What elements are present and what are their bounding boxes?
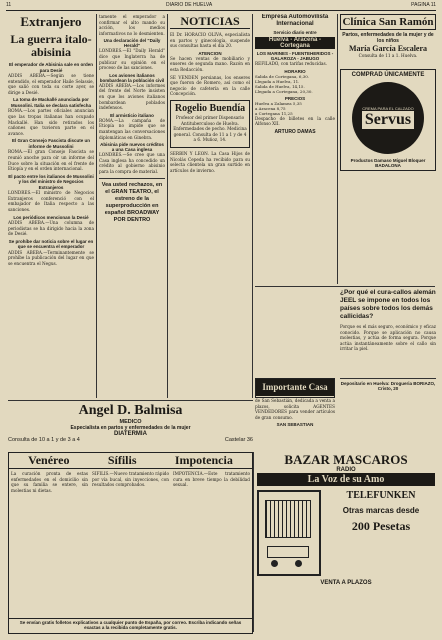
servus-maker: Productos Damaso Miguel Bloquer BADALONA: [350, 157, 426, 168]
jeel-footer-text: Depositario en Huelva: Drogueria BORIAZO, Cristo, 20: [340, 378, 436, 391]
servus-logo-icon: [352, 82, 424, 154]
venereo-h3: Impotencia: [174, 453, 233, 467]
price-line: Huelva a Zalamea 5,35: [255, 100, 302, 106]
servus-ad: [340, 69, 436, 171]
header-center: DIARIO DE HUELVA: [166, 2, 213, 8]
col-noticias: [170, 14, 250, 398]
bus-stops: LOS MARINES - FUENTEHERIDOS - GALAROZA - JABUGO: [256, 51, 334, 61]
price-line: a Aracena 8,75: [255, 105, 286, 111]
bus-schedule: [255, 74, 335, 94]
importante-title: Importante Casa: [256, 379, 334, 396]
col-continuation: [99, 14, 165, 398]
balmisa-spec: Especialista en partos y enfermedades de la mujer: [70, 425, 191, 431]
col-extranjero: [8, 14, 94, 398]
speaker-grille-icon: [265, 500, 311, 538]
balmisa-footer: [8, 437, 253, 443]
header-right: PAGINA 11: [411, 2, 436, 8]
article-text: ROMA.—Los partes oficiales anuncian que las tropas italianas han ocupado Mackallé. Han sido retirados los cañones que tuvieron parte en el avance.: [8, 108, 94, 136]
page-header: [6, 1, 436, 11]
sub-headline: Abisinia pide nuevos créditos a una Casa inglesa: [100, 142, 164, 153]
column-rule: [253, 452, 254, 632]
bus-company: Empresa Automovilista Internacional: [261, 14, 329, 27]
column-rule: [337, 14, 338, 284]
article-text: LONDRES.—El ministro de Negocios Extranjeros conferenció con el embajador de Italia respecto a las sanciones.: [8, 190, 94, 212]
jeel-footer-col: [340, 378, 436, 398]
importante-box: [255, 378, 335, 398]
schedule-line: Llegada a Huelva, 11.: [255, 78, 300, 84]
jeel-headline: ¿Por qué el cura-callos alemán JEEL se impone en todos los países sobre todos los demás callicidas?: [340, 289, 436, 320]
sub-headline: Los aviones italianos bombardean la población civil: [99, 72, 165, 83]
article-text: ROMA.—El gran Consejo Fascista se reunió anoche para oír un informe del Duce sobre la situación en el frente de Etiopía y en el orden internacional.: [8, 149, 94, 172]
bus-sub: Servicio diario entre: [273, 30, 317, 35]
sub-headline: El armisticio italiano: [110, 112, 154, 118]
jeel-block: [340, 289, 436, 375]
article-text: tamente el emperador a confirmar el alto mando su acción, los medios informativos no lo desmienten.: [99, 14, 165, 36]
noticias-title: NOTICIAS: [170, 14, 250, 29]
servus-header: COMPRAD ÚNICAMENTE: [351, 71, 425, 78]
bazar-body: [257, 490, 435, 576]
bus-route: Huelva - Aracena - Cortegana: [255, 37, 335, 49]
bazar-radio: RADIO: [336, 467, 356, 473]
section-title: Extranjero: [20, 14, 82, 29]
bus-prices: [255, 101, 335, 116]
clinica-title: Clínica San Ramón: [340, 14, 436, 30]
sub-headline: El emperador de Abisinia sale en orden para Desié: [8, 62, 94, 73]
venereo-footer: Se envían gratis folletos explicativos a cualquier punto de España, por correo. Escriba indicando señas exactas a la recibida completamente gratis.: [9, 618, 252, 631]
bazar-voz: La Voz de su Amo: [257, 473, 435, 486]
bus-horario: HORARIO: [284, 68, 306, 74]
clinica-hours: Consulta de 11 a 1. Huelva.: [358, 53, 418, 58]
balmisa-dia: DIATERMIA: [114, 431, 147, 437]
bus-arturo: ARTURO DAMAS: [274, 128, 316, 135]
venereo-t1: La curación pronta de estas enfermedades en el domicilio sin que su familia se entere, sin molestias ni dietas.: [11, 471, 88, 493]
sub-headline: El Gran Consejo Fascista discute un informe de Mussolini: [11, 138, 91, 149]
bazar-plazos: VENTA A PLAZOS: [320, 580, 372, 586]
venereo-ad: [8, 452, 253, 634]
theater-ad: Vea usted rechazos, en el GRAN TEATRO, el estreno de la superproducción en español BROADWAY POR DENTRO: [99, 178, 165, 224]
importante-city: SAN SEBASTIAN: [276, 422, 314, 428]
main-headline: La guerra italo-abisinia: [10, 32, 92, 59]
sub-headline: ATENCION: [198, 50, 222, 56]
column-rule: [96, 14, 97, 398]
venereo-headings: [9, 453, 252, 469]
schedule-line: Salida de Huelva, 14,15.: [255, 83, 305, 89]
buendia-ad: [170, 100, 250, 148]
servus-sub: CREMA PARA EL CALZADO: [362, 106, 414, 112]
servus-brand: Servus: [362, 111, 414, 129]
column-rule: [252, 14, 253, 398]
bazar-right: [327, 490, 435, 576]
knob-icon: [271, 560, 278, 567]
article-text: ADDIS ABEBA.—Terminantemente se prohíbe la publicación del lugar en que se encuentra el Negus.: [8, 249, 94, 267]
radio-icon: [257, 490, 321, 576]
venereo-t2: SIFILIS.—Nuevo tratamiento rápido por vía bucal, sin inyecciones, con resultados comprobados.: [92, 471, 169, 488]
bus-text: Despacho de billetes en la calle Alfonso XII.: [255, 115, 335, 127]
clinica-spec: Partos, enfermedades de la mujer y de los niños: [342, 32, 434, 44]
venereo-h2: Sífilis: [107, 453, 137, 467]
column-rule: [167, 14, 168, 398]
sub-headline: Una declaración del "Daily Herald": [103, 38, 161, 49]
article-text: ADDIS ABEBA.—Una columna de periodistas se ha dirigido hacia la zona de Desié.: [8, 220, 94, 237]
price-line: a Cortegana 11,25: [255, 110, 293, 116]
col-bus-ad: [255, 14, 335, 289]
sub-headline: Los periódicos mencionan la Desié: [13, 214, 89, 220]
ad-title: Rogelio Buendía: [174, 102, 246, 114]
venereo-t3: IMPOTENCIA.—Este tratamiento cura en breve tiempo la debilidad sexual.: [173, 471, 250, 488]
article-text: LONDRES.—Se cree que una Casa inglesa ha concedido un crédito al gobierno abisinio para la compra de material.: [99, 152, 165, 174]
schedule-line: Salida de Cortegana, 6,30.: [255, 73, 310, 79]
bazar-otras: Otras marcas desde: [342, 506, 420, 515]
block-rule: [255, 286, 435, 287]
importante-text: de San Sebastián, dedicada a venta a plazos, solicita AGENTES VENDEDORES para vender artículos de gran consumo.: [255, 398, 335, 420]
sub-headline: La toma de Mackallé anunciada por Mussolini. Italia se declara satisfecha: [10, 97, 92, 108]
balmisa-hours: Consulta de 10 a 1 y de 3 a 4: [8, 437, 80, 443]
balmisa-addr: Castelar 36: [224, 437, 253, 443]
bus-text: REFILADO, con tarifas reducidas.: [255, 61, 327, 66]
clinica-doctor: María García Escalera: [348, 44, 428, 53]
bus-precios: PRECIOS: [284, 95, 306, 101]
knob-icon: [295, 560, 302, 567]
dial-icon: [267, 546, 309, 558]
balmisa-name: Angel D. Balmisa: [78, 403, 183, 418]
balmisa-ad: [8, 403, 253, 449]
bazar-title: BAZAR MASCAROS: [284, 452, 408, 467]
venereo-cols: [9, 469, 252, 618]
jeel-text: Porque es el más seguro, económico y eficaz conocido. Porque se aplicación no causa molestias, y actúa de forma segura. Porque actúa instantáneamente sobre el callo sin irritar la piel.: [340, 324, 436, 352]
article-text: ADDIS ABEBA.—Los informes del frente del Norte insisten en que los aviones italianos bombardean poblados indefensos.: [99, 82, 165, 111]
ad-text: Profesor del primer Dispensario Antituberculoso de Huelva. Enfermedades de pecho. Medicina general. Consulta de 11 a 1 y de 4 a 6. Muñoz, 14.: [173, 114, 247, 143]
article-text: SERBIN Y LEON. La Casa Hijos de Nicolás Cepeda ha recibido para su selecta clientela un gran surtido en artículos de invierno.: [170, 150, 250, 173]
bazar-ad: [257, 452, 435, 636]
block-rule: [8, 400, 253, 401]
schedule-line: Llegada a Cortegana, 20,30.: [255, 88, 313, 94]
header-left: 11: [6, 2, 12, 8]
balmisa-role: MEDICO: [119, 419, 142, 425]
article-text: ROMA.—La campaña de Etiopía no impide que se mantengan las conversaciones diplomáticas en Ginebra.: [99, 117, 165, 140]
article-text: ADDIS ABEBA.—Según se tiene entendido, el emperador Haile Selassie, que salió con toda su corte ayer, se dirige a Desié.: [8, 73, 94, 95]
importante-text-col: [255, 398, 335, 458]
article-text: LONDRES.—El "Daily Herald" dice que Inglaterra ha de publicar su opinión en el proceso de las sanciones.: [99, 48, 165, 71]
venereo-h1: Venéreo: [28, 453, 70, 467]
article-text: Se hacen ventas de mobiliario y enseres de segunda mano. Razón en esta Redacción.: [170, 55, 250, 72]
bazar-telefunken: TELEFUNKEN: [346, 490, 416, 501]
article-text: SE VENDEN persianas, los enseres que fueron de Romero, así como el negocio de cafetería en la calle Concepción.: [170, 74, 250, 97]
bazar-price: 200 Pesetas: [351, 519, 411, 533]
sub-headline: El pacto entre los italianos de Mussolini y los del ministro de Negocios Extranjeros: [8, 173, 94, 190]
article-text: El Dr. HORACIO OLIVA, especialista en partos y ginecología, suspende sus consultas hasta el día 20.: [170, 32, 250, 49]
col-clinica: [340, 14, 436, 284]
sub-headline: Se prohíbe dar noticia sobre el lugar en que se encuentra el emperador: [8, 238, 94, 250]
